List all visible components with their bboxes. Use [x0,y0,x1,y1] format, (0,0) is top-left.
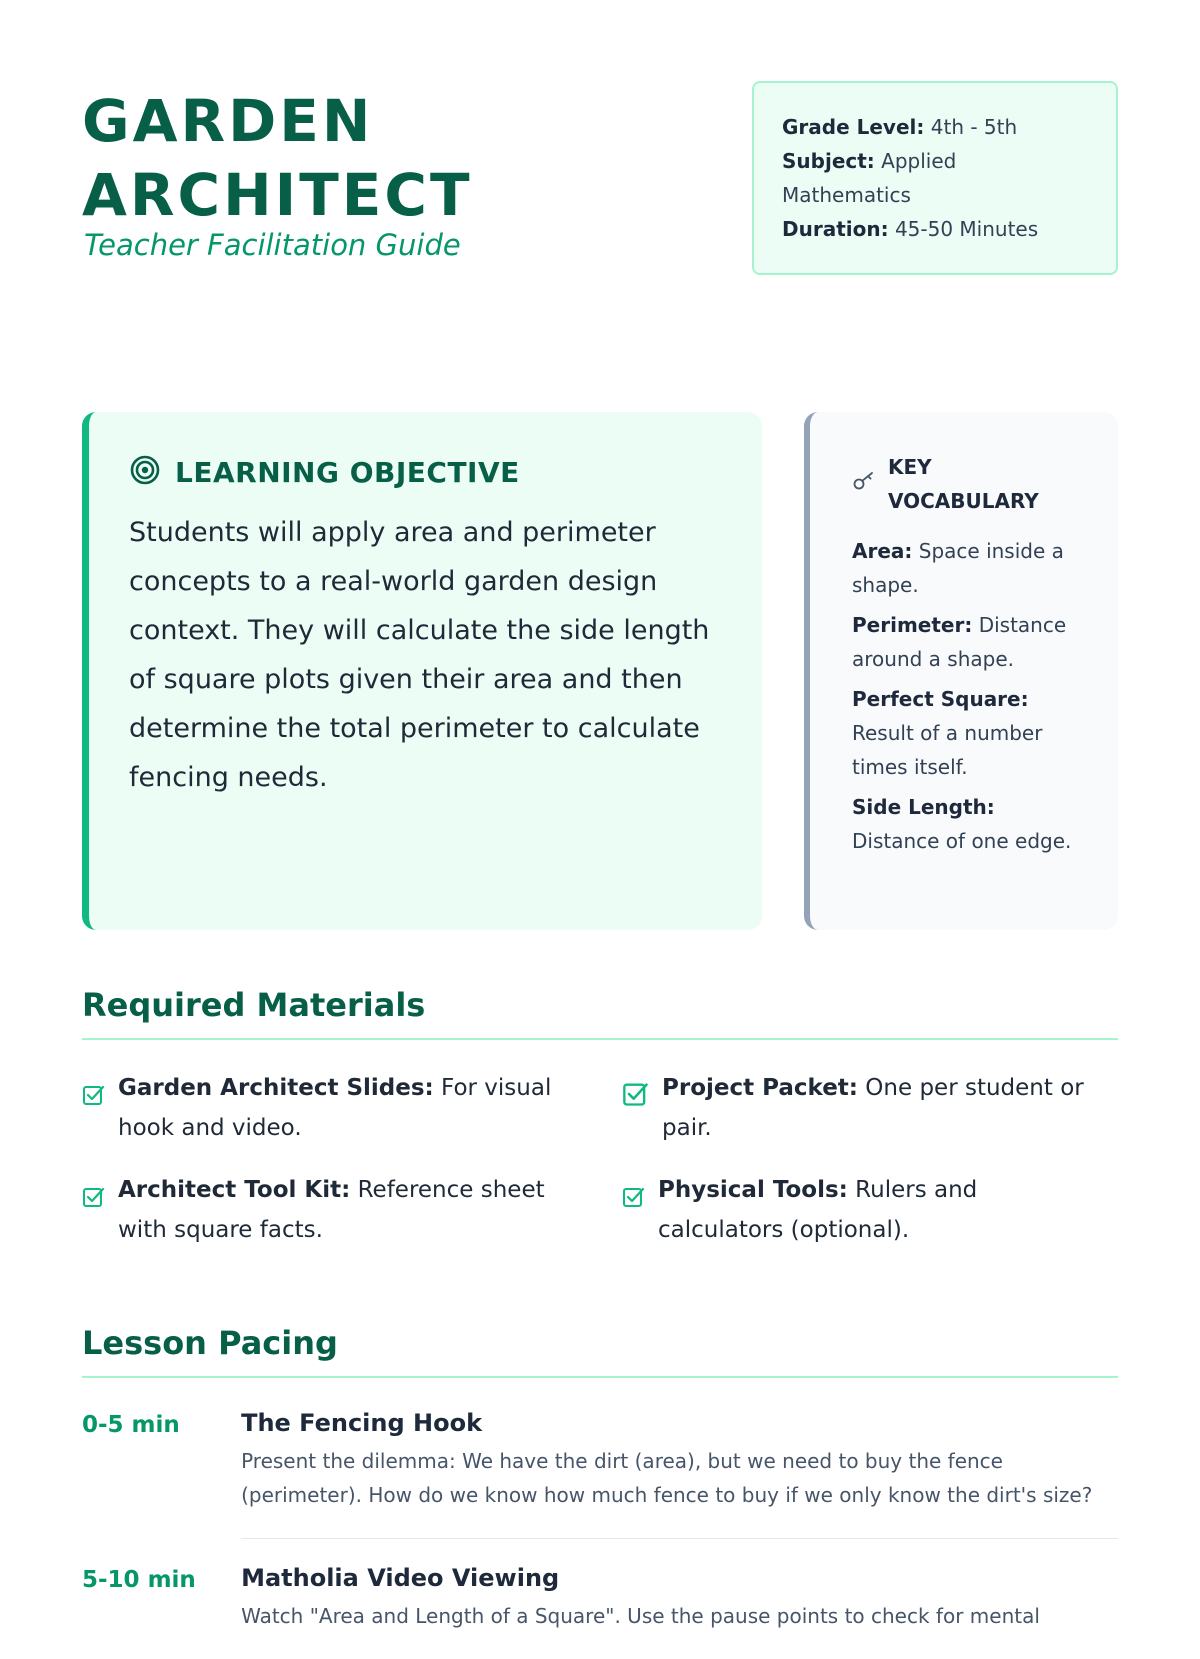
checkbox-checked-icon [622,1080,650,1121]
objective-heading: LEARNING OBJECTIVE [175,455,520,489]
pacing-desc: Present the dilemma: We have the dirt (area), but we need to buy the fence (perimeter). How do we know how much fence to buy if we only know the dirt's size? [241,1449,1093,1507]
material-item [82,1170,622,1250]
pacing-time: 5-10 min [82,1567,196,1593]
material-item [622,1170,1122,1250]
page-subtitle: Teacher Facilitation Guide [84,228,461,262]
materials-list [82,1068,1118,1250]
checkbox-checked-icon [82,1080,106,1120]
checkbox-checked-icon [622,1182,646,1222]
pacing-list [82,1406,1118,1659]
vocab-term: Area: [852,539,913,563]
vocab-item [852,534,1088,602]
vocab-definition: Distance around a shape. [852,613,1067,671]
material-item [622,1068,1122,1148]
pacing-row [82,1539,1118,1659]
meta-grade [782,110,1088,144]
key-icon [852,468,876,496]
meta-grade-value: 4th - 5th [924,115,1018,139]
vocab-list [852,534,1088,858]
vocab-heading-row [852,450,1088,518]
vocab-term: Perfect Square: [852,687,1029,711]
materials-heading: Required Materials [82,986,1118,1040]
vocab-term: Perimeter: [852,613,973,637]
pacing-heading: Lesson Pacing [82,1324,1118,1378]
material-text [118,1170,558,1250]
vocab-item [852,608,1088,676]
lesson-meta-box [752,81,1118,275]
vocab-definition: Distance of one edge. [852,829,1072,853]
objective-vocab-row [82,412,1118,930]
checkbox-checked-icon [82,1182,106,1222]
material-desc: Reference sheet with square facts. [118,1177,545,1243]
key-vocabulary-card [804,412,1118,930]
lesson-pacing-section [82,1324,1118,1659]
material-desc: One per student or pair. [662,1075,1084,1141]
meta-duration-value: 45-50 Minutes [888,217,1039,241]
pacing-time: 0-5 min [82,1412,180,1438]
pacing-title: Matholia Video Viewing [241,1564,560,1592]
pacing-body [241,1406,1118,1539]
material-text [118,1068,558,1148]
title-line-2: ARCHITECT [82,161,473,229]
meta-duration-label: Duration: [782,217,889,241]
pacing-body [241,1539,1118,1659]
material-name: Architect Tool Kit: [118,1177,351,1203]
vocab-term: Side Length: [852,795,995,819]
material-item [82,1068,622,1148]
material-desc: For visual hook and video. [118,1075,552,1141]
vocab-item [852,682,1088,784]
vocab-definition: Result of a number times itself. [852,721,1043,779]
objective-heading-row [129,454,722,490]
material-name: Garden Architect Slides: [118,1075,434,1101]
material-name: Physical Tools: [658,1177,848,1203]
pacing-desc: Watch "Area and Length of a Square". Use the pause points to check for mental [241,1604,1040,1628]
vocab-item [852,790,1088,858]
required-materials-section [82,986,1118,1250]
pacing-row [82,1406,1118,1539]
material-desc: Rulers and calculators (optional). [658,1177,978,1243]
title-block [82,80,473,262]
page-title [82,84,473,232]
learning-objective-card [82,412,762,930]
pacing-title: The Fencing Hook [241,1409,483,1437]
meta-subject [782,144,1088,212]
material-name: Project Packet: [662,1075,858,1101]
meta-subject-value: Applied Mathematics [782,149,957,207]
header [82,80,1118,350]
meta-duration [782,212,1088,246]
material-text [662,1068,1102,1148]
vocab-heading: KEY VOCABULARY [888,455,1039,513]
material-text [658,1170,1098,1250]
target-icon [129,454,161,490]
title-line-1: GARDEN [82,87,374,155]
meta-subject-label: Subject: [782,149,875,173]
objective-text: Students will apply area and perimeter concepts to a real-world garden design context. They will calculate the side length of square plots given their area and then determine the total perimeter to calculate fencing needs. [129,517,710,793]
meta-grade-label: Grade Level: [782,115,925,139]
vocab-definition: Space inside a shape. [852,539,1064,597]
